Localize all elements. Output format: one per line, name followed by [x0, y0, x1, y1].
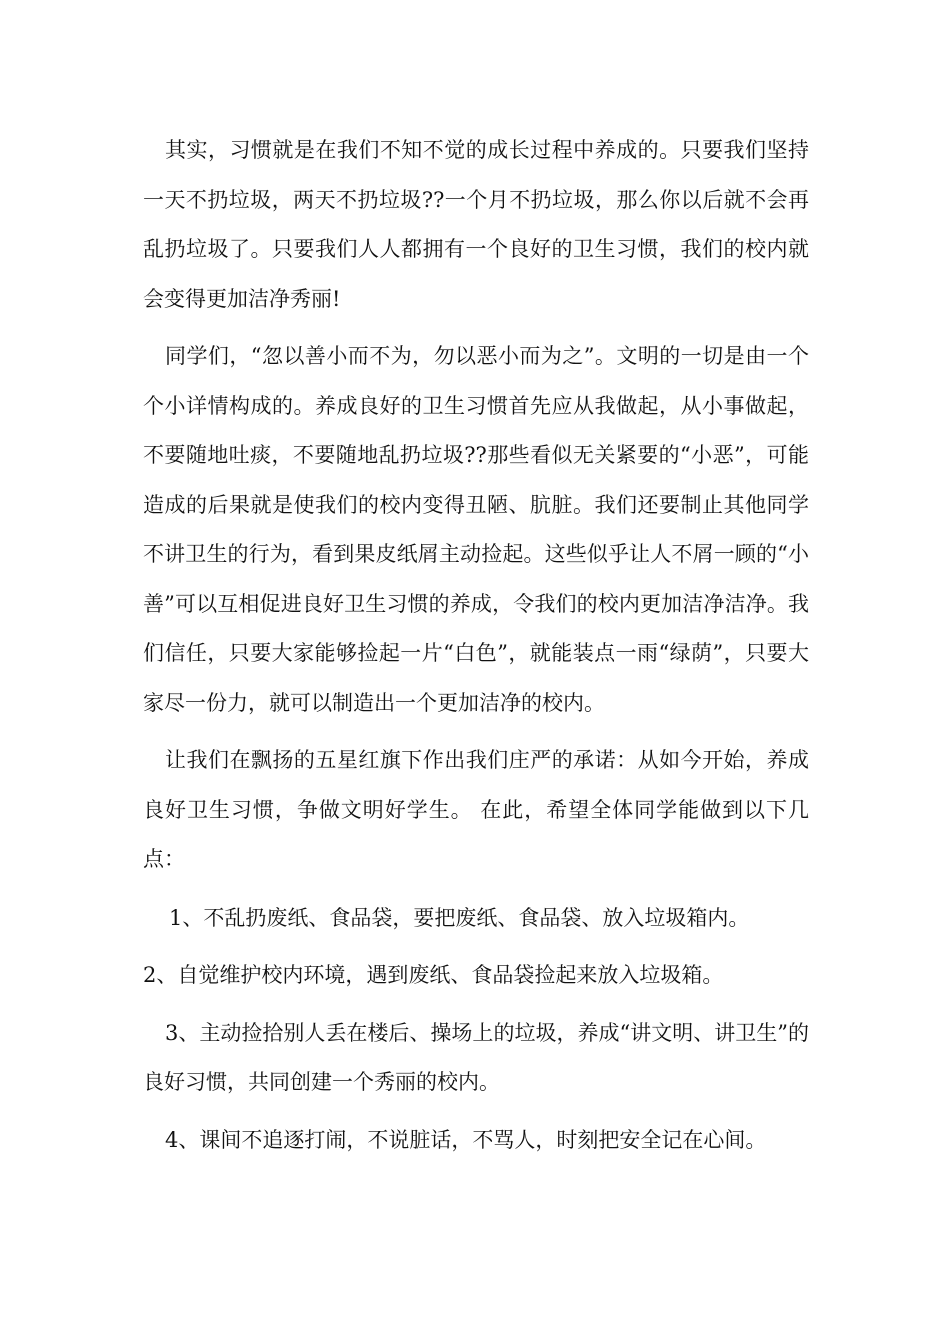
document-body [143, 126, 809, 1165]
paragraph-classmates: 同学们，“忽以善小而不为，勿以恶小而为之”。文明的一切是由一个个小详情构成的。养成良好的卫生习惯首先应从我做起，从小事做起，不要随地吐痰，不要随地乱扔垃圾??那些看似无关紧要的“小恶”，可能造成的后果就是使我们的校内变得丑陋、肮脏。我们还要制止其他同学不讲卫生的行为，看到果皮纸屑主动捡起。这些似乎让人不屑一顾的“小善”可以互相促进良好卫生习惯的养成，令我们的校内更加洁净洁净。我们信任，只要大家能够捡起一片“白色”，就能装点一雨“绿荫”，只要大家尽一份力，就可以制造出一个更加洁净的校内。 [143, 344, 809, 715]
list-item-1: 1、不乱扔废纸、食品袋，要把废纸、食品袋、放入垃圾箱内。 [169, 905, 750, 930]
list-item-4: 4、课间不追逐打闹，不说脏话，不骂人，时刻把安全记在心间。 [165, 1127, 767, 1152]
list-item-2: 2、自觉维护校内环境，遇到废纸、食品袋捡起来放入垃圾箱。 [143, 963, 724, 987]
list-item-3: 3、主动捡拾别人丢在楼后、操场上的垃圾，养成“讲文明、讲卫生”的良好习惯，共同创建一个秀丽的校内。 [143, 1020, 809, 1094]
paragraph-pledge: 让我们在飘扬的五星红旗下作出我们庄严的承诺：从如今开始，养成良好卫生习惯，争做文明好学生。 在此，希望全体同学能做到以下几点： [143, 748, 809, 871]
paragraph-habits: 其实，习惯就是在我们不知不觉的成长过程中养成的。只要我们坚持一天不扔垃圾，两天不扔垃圾??一个月不扔垃圾，那么你以后就不会再乱扔垃圾了。只要我们人人都拥有一个良好的卫生习惯，我们的校内就会变得更加洁净秀丽! [143, 138, 809, 311]
